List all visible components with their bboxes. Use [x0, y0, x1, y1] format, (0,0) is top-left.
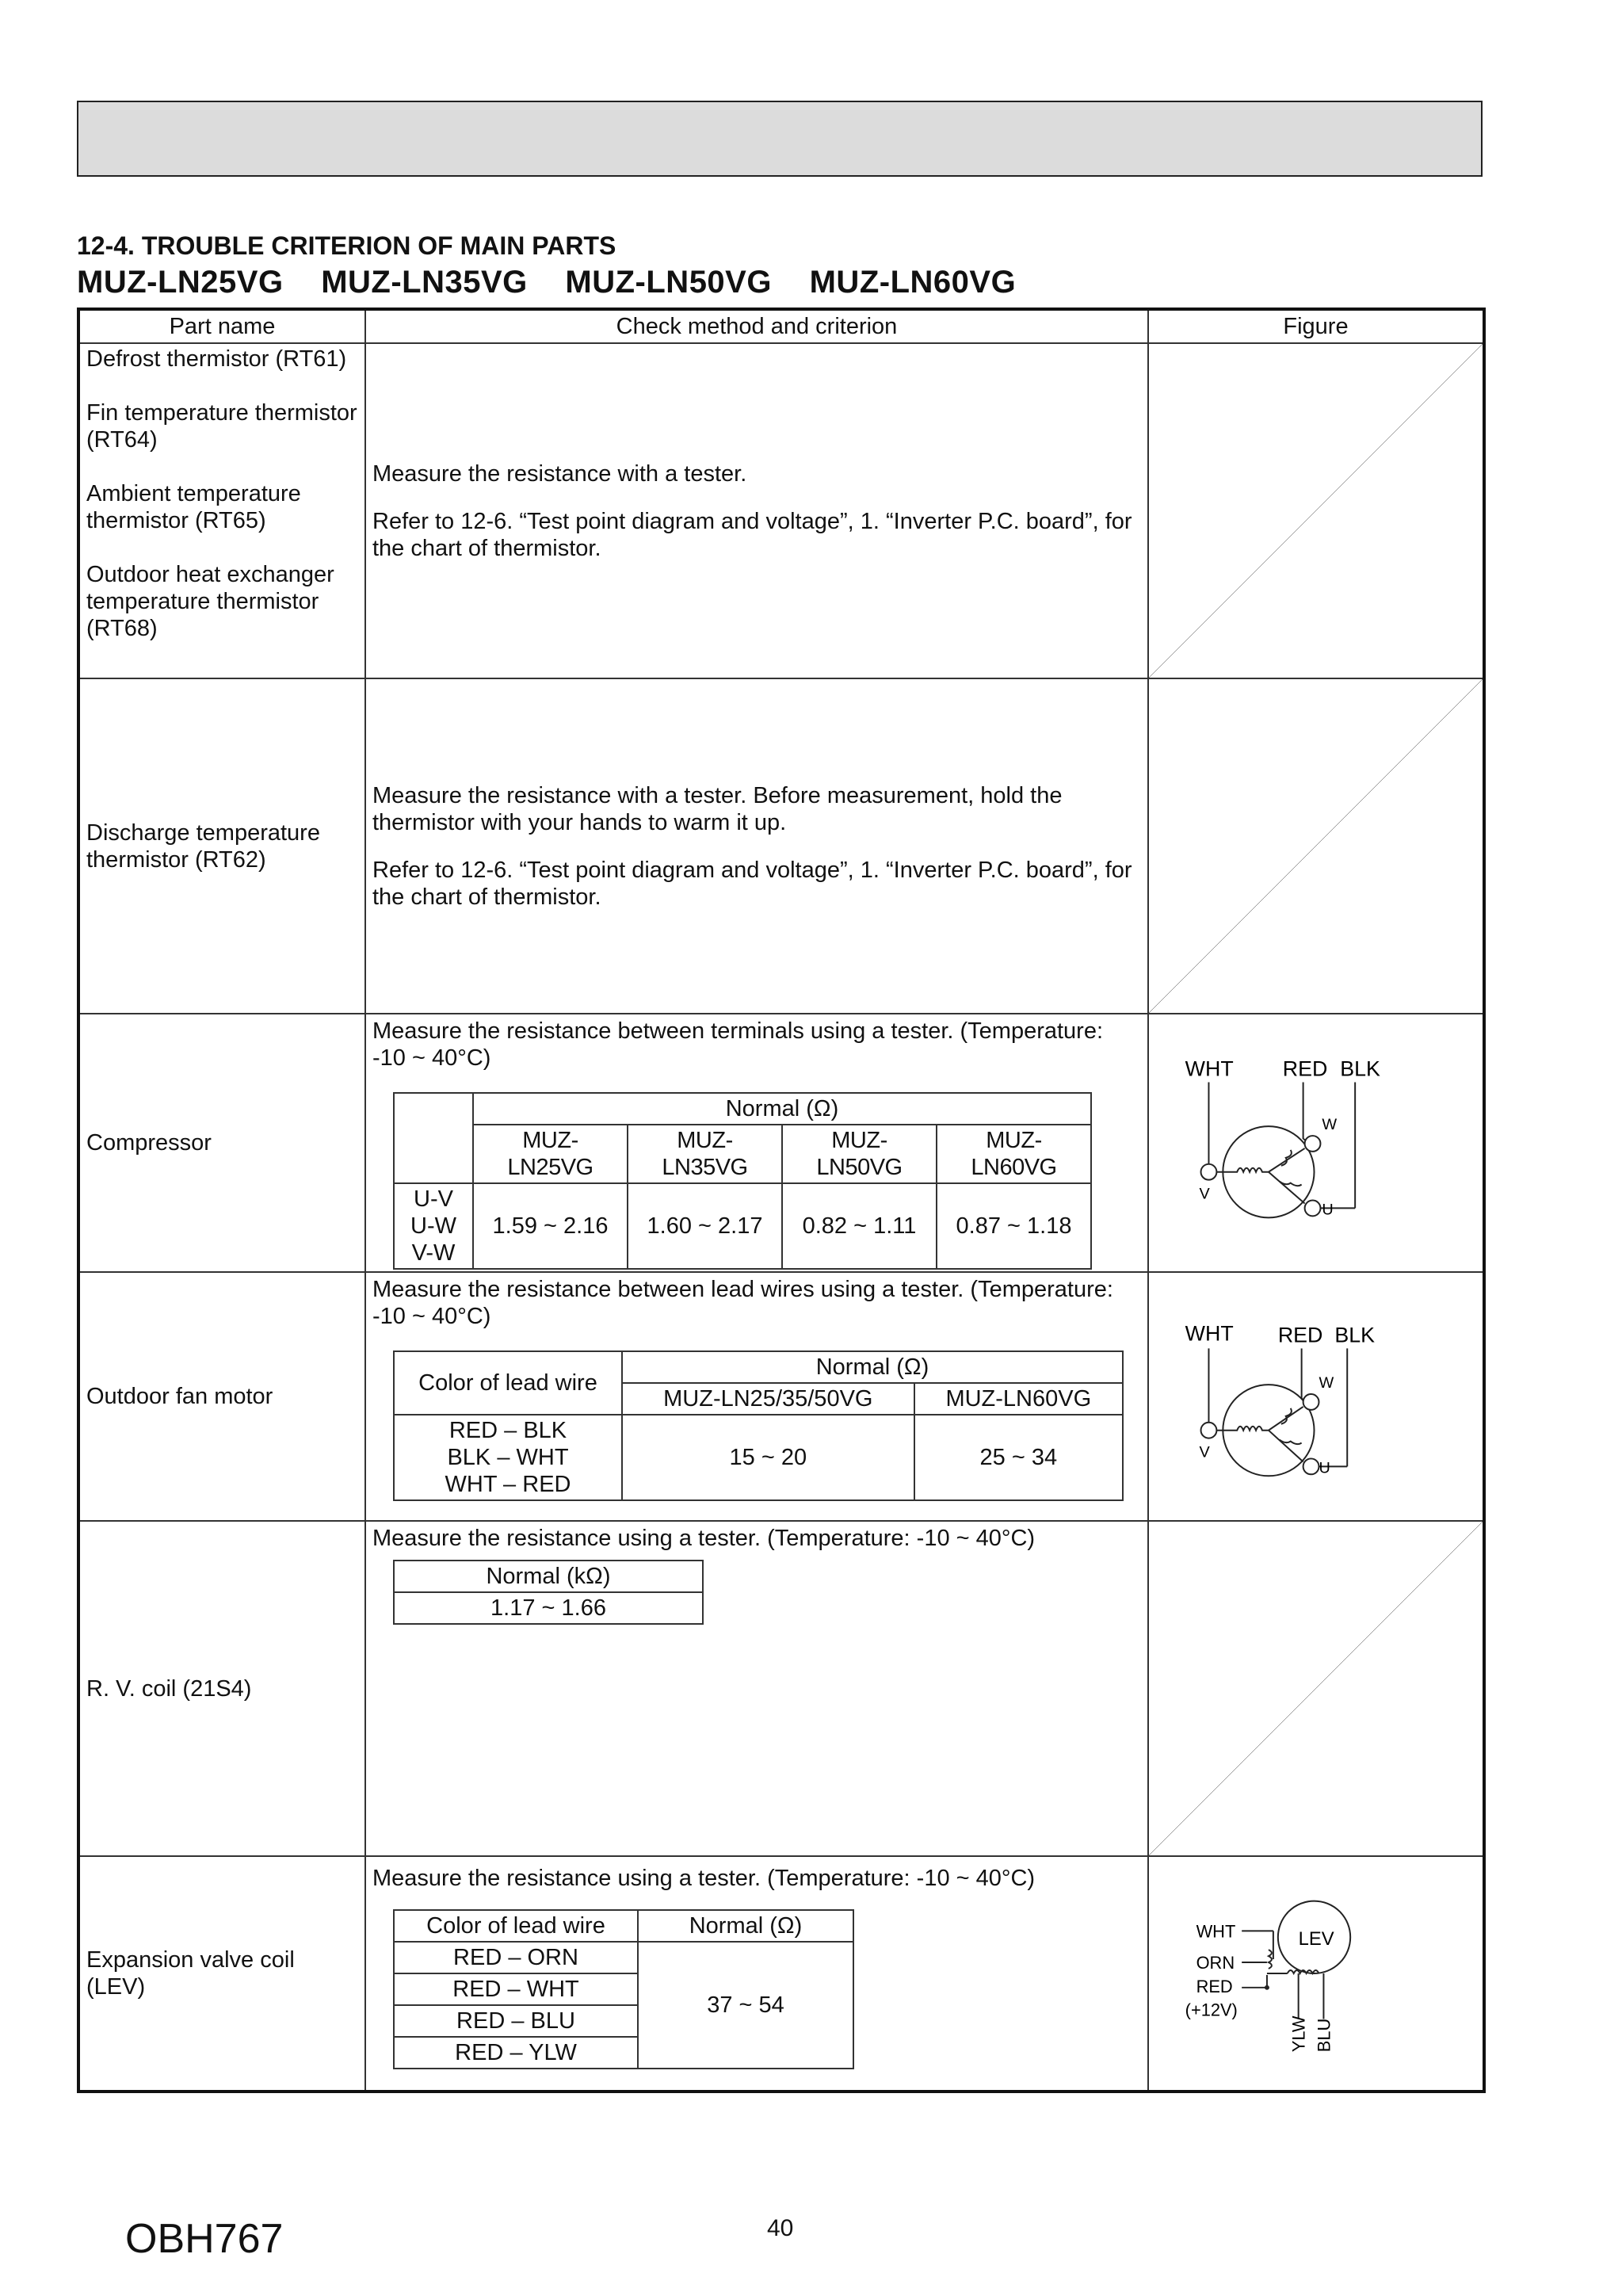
wire-label-ylw: YLW [1288, 2015, 1309, 2053]
model-column: MUZ-LN60VG [914, 1383, 1123, 1415]
wire-label-red: RED [1282, 1056, 1328, 1081]
wire-label-orn: ORN [1196, 1952, 1235, 1973]
row-outdoor-fan-motor [78, 1272, 1484, 1521]
part-name: Discharge temperature thermistor (RT62) [78, 678, 365, 1014]
wire-pairs [394, 1415, 622, 1500]
rv-coil-resistance-table [393, 1560, 704, 1625]
part-name: Compressor [78, 1014, 365, 1272]
row-thermistors [78, 343, 1484, 678]
method-text: Measure the resistance with a tester. [372, 460, 747, 487]
resistance-value: 0.87 ~ 1.18 [937, 1183, 1091, 1269]
part-name: Fin temperature thermistor (RT64) [86, 400, 357, 453]
figure-cell-lev [1148, 1856, 1484, 2092]
lev-resistance-table [393, 1909, 854, 2069]
header-band [77, 101, 1483, 177]
header-part-name: Part name [78, 309, 365, 343]
color-label: Color of lead wire [394, 1351, 622, 1415]
wire-label-blu: BLU [1314, 2018, 1334, 2053]
wire-label-wht: WHT [1185, 1321, 1234, 1346]
wire-pair: RED – WHT [394, 1973, 638, 2005]
method-text: Measure the resistance between terminals using a tester. (Temperature: -10 ~ 40°C) [372, 1018, 1104, 1071]
part-name: Ambient temperature thermistor (RT65) [86, 481, 301, 533]
wire-label-wht: WHT [1185, 1056, 1234, 1081]
part-name: Outdoor fan motor [78, 1272, 365, 1521]
resistance-value: 0.82 ~ 1.11 [782, 1183, 937, 1269]
trouble-criterion-table [77, 308, 1486, 2093]
method-text: Measure the resistance using a tester. (Temperature: -10 ~ 40°C) [372, 1526, 1036, 1551]
wire-pair: WHT – RED [445, 1472, 571, 1497]
method-text: Refer to 12-6. “Test point diagram and voltage”, 1. “Inverter P.C. board”, for the chart of thermistor. [372, 508, 1132, 561]
normal-label: Normal (kΩ) [394, 1561, 703, 1592]
lev-coil-left [1269, 1950, 1272, 1969]
lev-wiring-diagram [1149, 1857, 1483, 2090]
method-text: Measure the resistance between lead wires using a tester. (Temperature: -10 ~ 40°C) [372, 1277, 1113, 1329]
resistance-value: 15 ~ 20 [622, 1415, 914, 1500]
part-name: Expansion valve coil (LEV) [78, 1856, 365, 2092]
figure-cell-empty [1148, 678, 1484, 1014]
terminal-label-w: W [1322, 1116, 1338, 1134]
terminal-v [1201, 1423, 1217, 1438]
method-text: Measure the resistance using a tester. (Temperature: -10 ~ 40°C) [372, 1866, 1036, 1891]
method-cell [365, 1521, 1148, 1856]
model-column: MUZ-LN25VG [473, 1125, 628, 1183]
model-name: MUZ-LN60VG [809, 265, 1017, 300]
terminal-pair: V-W [411, 1240, 456, 1266]
compressor-resistance-table [393, 1092, 1092, 1270]
part-name: R. V. coil (21S4) [78, 1521, 365, 1856]
row-rv-coil [78, 1521, 1484, 1856]
fan-motor-wiring-diagram [1149, 1273, 1483, 1520]
fan-motor-resistance-table [393, 1350, 1124, 1501]
wire-label-red: RED [1196, 1976, 1233, 1996]
terminal-u [1305, 1200, 1321, 1216]
diagonal-slash [1149, 679, 1483, 1013]
model-name: MUZ-LN25VG [77, 265, 284, 300]
terminal-label-u: U [1319, 1459, 1330, 1477]
normal-label: Normal (Ω) [638, 1910, 853, 1942]
document-code: OBH767 [125, 2216, 284, 2262]
model-name: MUZ-LN35VG [321, 265, 528, 300]
row-discharge-thermistor [78, 678, 1484, 1014]
terminal-pair: U-V [414, 1186, 453, 1212]
terminal-label-w: W [1319, 1374, 1334, 1392]
method-cell [365, 1856, 1148, 2092]
terminal-v [1201, 1164, 1217, 1180]
part-cell [78, 343, 365, 678]
model-column: MUZ-LN60VG [937, 1125, 1091, 1183]
wire-label-wht: WHT [1196, 1921, 1236, 1942]
resistance-value: 37 ~ 54 [638, 1942, 853, 2069]
model-column: MUZ-LN50VG [782, 1125, 937, 1183]
model-column: MUZ-LN35VG [628, 1125, 782, 1183]
figure-cell-empty [1148, 343, 1484, 678]
row-expansion-valve-coil [78, 1856, 1484, 2092]
voltage-label: (+12V) [1185, 2000, 1238, 2020]
terminal-pair: U-W [410, 1213, 456, 1239]
resistance-value: 1.60 ~ 2.17 [628, 1183, 782, 1269]
resistance-value: 25 ~ 34 [914, 1415, 1123, 1500]
method-cell [365, 1014, 1148, 1272]
method-text: Measure the resistance with a tester. Before measurement, hold the thermistor with your hands to warm it up. [372, 782, 1063, 835]
section-heading: 12-4. TROUBLE CRITERION OF MAIN PARTS [77, 231, 616, 260]
terminal-w [1305, 1136, 1321, 1152]
normal-label: Normal (Ω) [622, 1351, 1123, 1383]
header-check-method: Check method and criterion [365, 309, 1148, 343]
method-cell [365, 1272, 1148, 1521]
resistance-value: 1.17 ~ 1.66 [394, 1592, 703, 1624]
wire-pair: RED – YLW [394, 2037, 638, 2069]
terminal-labels [394, 1183, 473, 1269]
wire-pair: RED – ORN [394, 1942, 638, 1973]
part-name: Outdoor heat exchanger temperature thermistor (RT68) [86, 562, 334, 641]
wire-label-red: RED [1277, 1323, 1323, 1347]
figure-cell-fan-motor [1148, 1272, 1484, 1521]
part-name: Defrost thermistor (RT61) [86, 346, 347, 372]
wire-pair: RED – BLK [448, 1418, 567, 1443]
lev-label: LEV [1298, 1928, 1334, 1950]
wire-label-blk: BLK [1340, 1056, 1380, 1081]
diagonal-slash [1149, 344, 1483, 678]
terminal-u [1303, 1458, 1319, 1474]
terminal-label-v: V [1199, 1443, 1210, 1461]
figure-cell-empty [1148, 1521, 1484, 1856]
wire-label-blk: BLK [1334, 1323, 1375, 1347]
terminal-label-v: V [1199, 1185, 1210, 1203]
method-cell [365, 678, 1148, 1014]
terminal-label-u: U [1322, 1201, 1334, 1219]
method-cell [365, 343, 1148, 678]
color-label: Color of lead wire [394, 1910, 638, 1942]
wire-pair: BLK – WHT [447, 1445, 569, 1470]
header-figure: Figure [1148, 309, 1484, 343]
resistance-value: 1.59 ~ 2.16 [473, 1183, 628, 1269]
row-compressor [78, 1014, 1484, 1272]
model-column: MUZ-LN25/35/50VG [622, 1383, 914, 1415]
page-number: 40 [767, 2215, 794, 2241]
normal-label: Normal (Ω) [473, 1093, 1091, 1125]
terminal-w [1303, 1394, 1319, 1410]
figure-cell-compressor [1148, 1014, 1484, 1272]
models-heading [77, 265, 1044, 300]
method-text: Refer to 12-6. “Test point diagram and voltage”, 1. “Inverter P.C. board”, for the chart of thermistor. [372, 857, 1132, 910]
compressor-wiring-diagram [1149, 1014, 1483, 1271]
diagonal-slash [1149, 1522, 1483, 1855]
model-name: MUZ-LN50VG [565, 265, 772, 300]
wire-pair: RED – BLU [394, 2005, 638, 2037]
